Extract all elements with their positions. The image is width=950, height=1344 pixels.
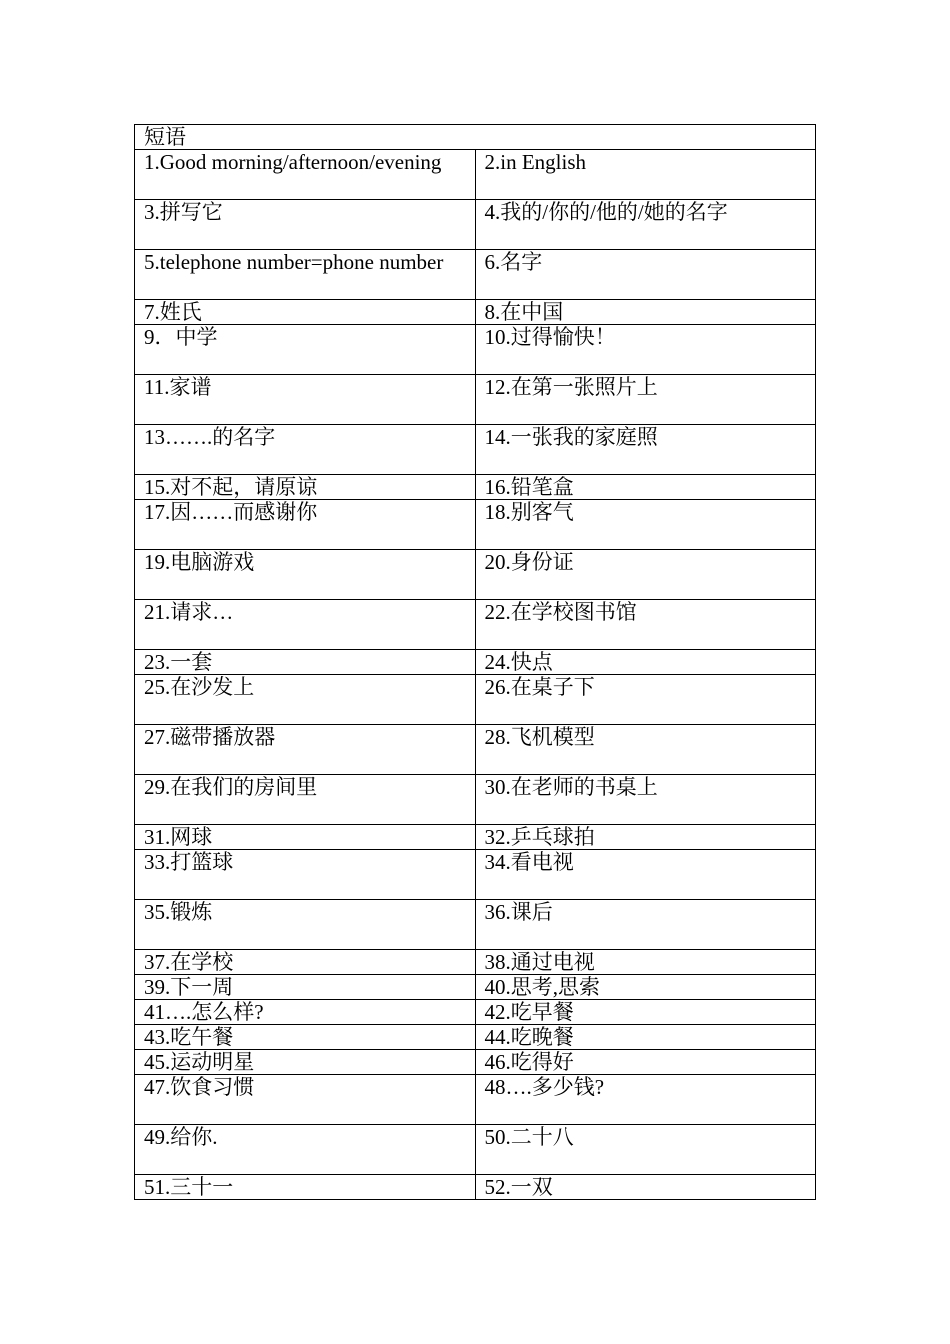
table-row	[135, 975, 816, 1000]
phrase-cell-left: 15.对不起，请原谅	[135, 475, 476, 500]
phrase-cell-right: 32.乒乓球拍	[475, 825, 816, 850]
phrase-cell-right: 16.铅笔盒	[475, 475, 816, 500]
phrase-cell-right: 42.吃早餐	[475, 1000, 816, 1025]
phrase-cell-left: 3.拼写它	[135, 200, 476, 250]
phrase-cell-left: 1.Good morning/afternoon/evening	[135, 150, 476, 200]
phrase-cell-left: 35.锻炼	[135, 900, 476, 950]
table-row	[135, 150, 816, 200]
phrase-cell-right: 12.在第一张照片上	[475, 375, 816, 425]
phrase-cell-right: 14.一张我的家庭照	[475, 425, 816, 475]
phrase-cell-right: 38.通过电视	[475, 950, 816, 975]
table-row	[135, 825, 816, 850]
table-row	[135, 1125, 816, 1175]
phrase-cell-right: 6.名字	[475, 250, 816, 300]
phrase-cell-right: 22.在学校图书馆	[475, 600, 816, 650]
table-row	[135, 500, 816, 550]
phrase-cell-right: 2.in English	[475, 150, 816, 200]
phrase-cell-right: 24.快点	[475, 650, 816, 675]
table-title: 短语	[135, 125, 816, 150]
phrase-cell-left: 13…….的名字	[135, 425, 476, 475]
table-row	[135, 600, 816, 650]
table-row	[135, 1000, 816, 1025]
table-row	[135, 850, 816, 900]
phrase-cell-left: 25.在沙发上	[135, 675, 476, 725]
table-row	[135, 950, 816, 975]
phrase-cell-right: 8.在中国	[475, 300, 816, 325]
phrase-cell-right: 50.二十八	[475, 1125, 816, 1175]
phrase-cell-left: 45.运动明星	[135, 1050, 476, 1075]
phrase-cell-right: 18.别客气	[475, 500, 816, 550]
table-row	[135, 375, 816, 425]
phrase-cell-right: 48….多少钱?	[475, 1075, 816, 1125]
table-row	[135, 1075, 816, 1125]
phrase-cell-left: 27.磁带播放器	[135, 725, 476, 775]
phrase-cell-left: 5.telephone number=phone number	[135, 250, 476, 300]
table-row	[135, 425, 816, 475]
table-row	[135, 900, 816, 950]
phrase-table-body	[135, 125, 816, 1200]
phrase-cell-left: 41….怎么样?	[135, 1000, 476, 1025]
phrase-cell-left: 43.吃午餐	[135, 1025, 476, 1050]
phrase-cell-left: 9．中学	[135, 325, 476, 375]
phrase-cell-left: 7.姓氏	[135, 300, 476, 325]
phrase-cell-left: 31.网球	[135, 825, 476, 850]
phrase-cell-right: 40.思考,思索	[475, 975, 816, 1000]
table-header-row	[135, 125, 816, 150]
phrase-cell-left: 19.电脑游戏	[135, 550, 476, 600]
phrase-table	[134, 124, 816, 1200]
table-row	[135, 675, 816, 725]
phrase-cell-left: 11.家谱	[135, 375, 476, 425]
phrase-cell-right: 52.一双	[475, 1175, 816, 1200]
table-row	[135, 300, 816, 325]
phrase-cell-right: 26.在桌子下	[475, 675, 816, 725]
phrase-cell-left: 39.下一周	[135, 975, 476, 1000]
table-row	[135, 775, 816, 825]
phrase-cell-left: 29.在我们的房间里	[135, 775, 476, 825]
table-row	[135, 325, 816, 375]
phrase-cell-left: 47.饮食习惯	[135, 1075, 476, 1125]
table-row	[135, 1025, 816, 1050]
phrase-cell-left: 33.打篮球	[135, 850, 476, 900]
phrase-cell-right: 44.吃晚餐	[475, 1025, 816, 1050]
table-row	[135, 475, 816, 500]
phrase-cell-right: 36.课后	[475, 900, 816, 950]
phrase-cell-left: 23.一套	[135, 650, 476, 675]
table-row	[135, 650, 816, 675]
phrase-cell-right: 34.看电视	[475, 850, 816, 900]
phrase-cell-left: 49.给你.	[135, 1125, 476, 1175]
phrase-cell-right: 20.身份证	[475, 550, 816, 600]
phrase-cell-right: 28.飞机模型	[475, 725, 816, 775]
phrase-cell-right: 10.过得愉快！	[475, 325, 816, 375]
table-row	[135, 250, 816, 300]
phrase-cell-left: 51.三十一	[135, 1175, 476, 1200]
table-row	[135, 1050, 816, 1075]
phrase-cell-right: 4.我的/你的/他的/她的名字	[475, 200, 816, 250]
phrase-cell-left: 17.因……而感谢你	[135, 500, 476, 550]
table-row	[135, 550, 816, 600]
table-row	[135, 200, 816, 250]
phrase-cell-left: 21.请求…	[135, 600, 476, 650]
phrase-cell-left: 37.在学校	[135, 950, 476, 975]
phrase-cell-right: 46.吃得好	[475, 1050, 816, 1075]
table-row	[135, 725, 816, 775]
table-row	[135, 1175, 816, 1200]
phrase-cell-right: 30.在老师的书桌上	[475, 775, 816, 825]
